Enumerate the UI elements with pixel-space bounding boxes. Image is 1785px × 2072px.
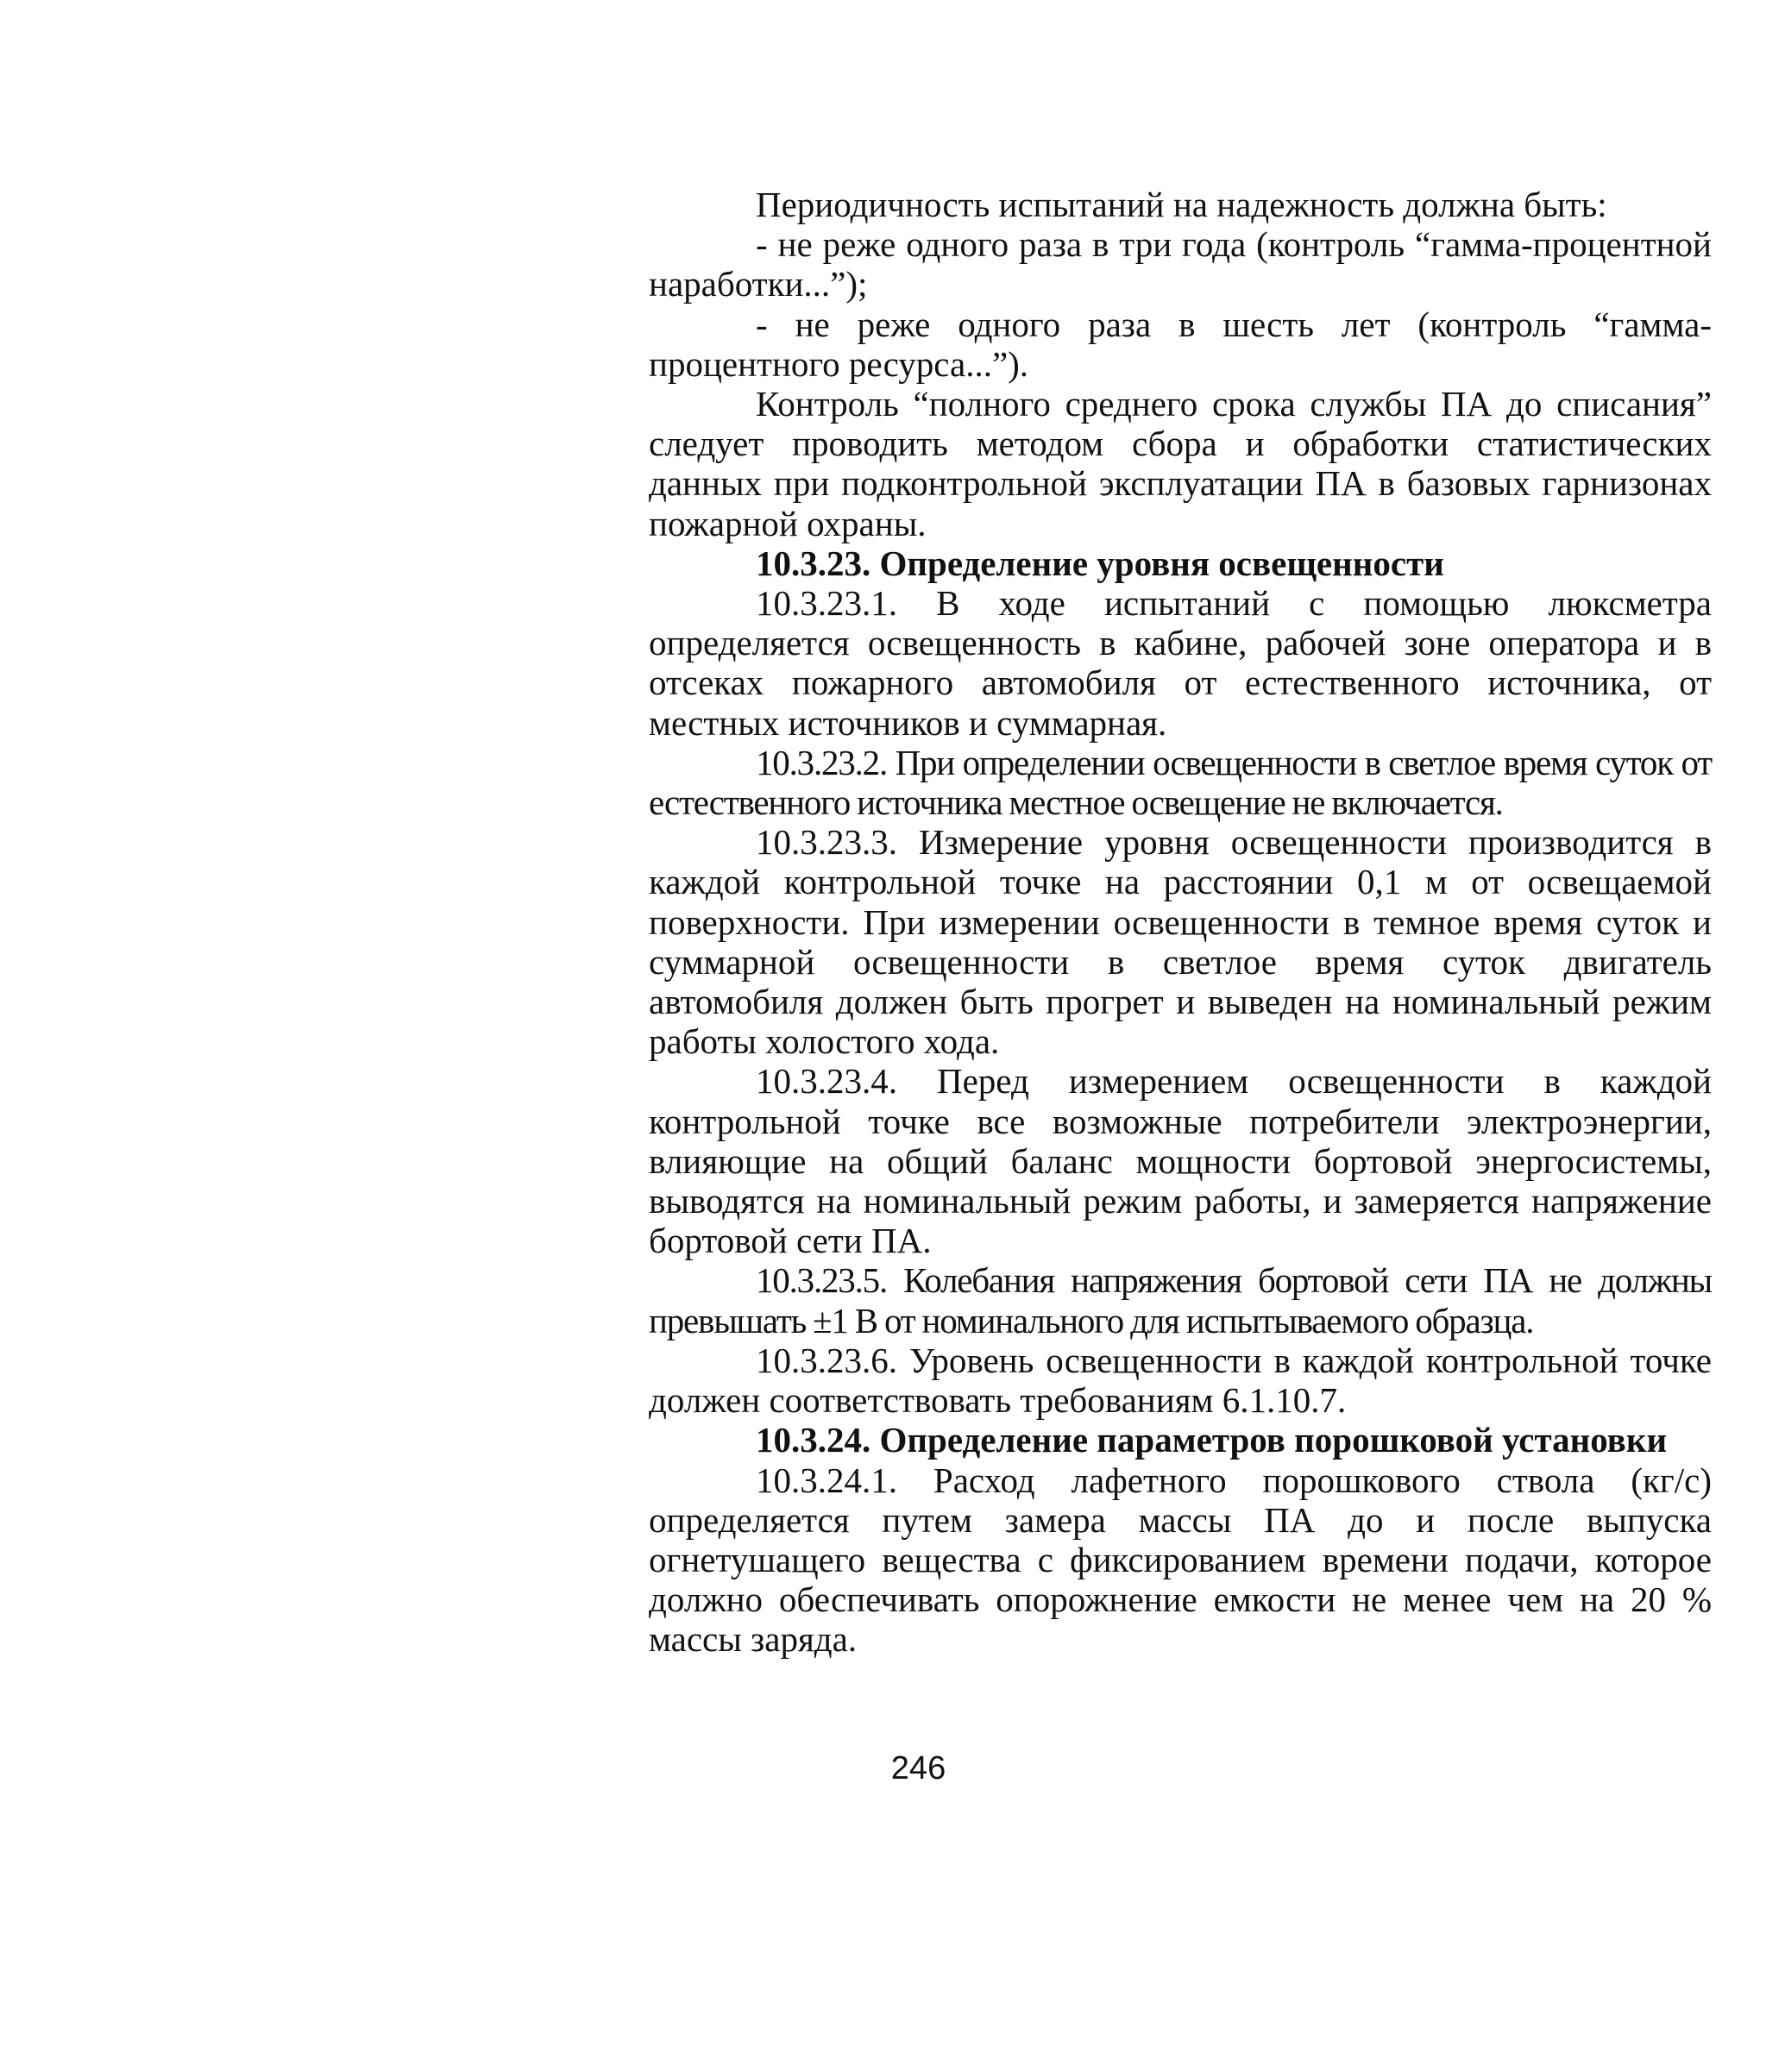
paragraph-10-3-23-6: 10.3.23.6. Уровень освещенности в каждой контрольной точке должен соответствовать требованиям 6.1.10.7. xyxy=(649,1340,1712,1421)
list-item-three-years: - не реже одного раза в три года (контроль “гамма-процентной наработки...”); xyxy=(649,224,1712,305)
paragraph-10-3-23-5: 10.3.23.5. Колебания напряжения бортовой сети ПА не должны превышать ±1 В от номинального для испытываемого образца. xyxy=(649,1260,1712,1341)
section-heading-10-3-23: 10.3.23. Определение уровня освещенности xyxy=(756,543,1444,583)
paragraph-reliability-intro: Периодичность испытаний на надежность должна быть: xyxy=(756,185,1607,224)
page-number: 246 xyxy=(890,1750,946,1786)
document-body xyxy=(649,185,1712,1660)
list-item-six-years: - не реже одного раза в шесть лет (контроль “гамма-процентного ресурса...”). xyxy=(649,304,1712,384)
paragraph-10-3-23-2: 10.3.23.2. При определении освещенности в светлое время суток от естественного источника местное освещение не включается. xyxy=(649,742,1712,823)
paragraph-service-life-control: Контроль “полного среднего срока службы ПА до списания” следует проводить методом сбора и обработки статистических данных при подконтрольной эксплуатации ПА в базовых гарнизонах пожарной охраны. xyxy=(649,384,1712,543)
paragraph-10-3-23-4: 10.3.23.4. Перед измерением освещенности в каждой контрольной точке все возможные потребители электроэнергии, влияющие на общий баланс мощности бортовой энергосистемы, выводятся на номинальный режим работы, и замеряется напряжение бортовой сети ПА. xyxy=(649,1061,1712,1261)
paragraph-10-3-24-1: 10.3.24.1. Расход лафетного порошкового ствола (кг/с) определяется путем замера массы ПА до и после выпуска огнетушащего вещества с фиксированием времени подачи, которое должно обеспечивать опорожнение емкости не менее чем на 20 % массы заряда. xyxy=(649,1460,1712,1660)
paragraph-10-3-23-3: 10.3.23.3. Измерение уровня освещенности производится в каждой контрольной точке на расстоянии 0,1 м от освещаемой поверхности. При измерении освещенности в темное время суток и суммарной освещенности в светлое время суток двигатель автомобиля должен быть прогрет и выведен на номинальный режим работы холостого хода. xyxy=(649,822,1712,1062)
paragraph-10-3-23-1: 10.3.23.1. В ходе испытаний с помощью люксметра определяется освещенность в кабине, рабочей зоне оператора и в отсеках пожарного автомобиля от естественного источника, от местных источников и суммарная. xyxy=(649,583,1712,743)
section-heading-10-3-24: 10.3.24. Определение параметров порошковой установки xyxy=(756,1420,1668,1460)
